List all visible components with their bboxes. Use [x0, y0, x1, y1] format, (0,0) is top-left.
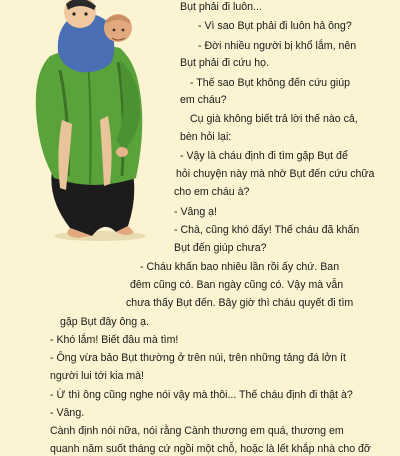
text-line: - Ừ thì ông cũng nghe nói vậy mà thôi... Thế cháu định đi thật à?	[50, 389, 353, 401]
text-line: cho em cháu à?	[174, 186, 250, 198]
text-line: - Cháu khấn bao nhiêu lần rồi ấy chứ. Ban	[140, 261, 340, 273]
text-line: - Vâng.	[50, 407, 85, 419]
text-line: bèn hỏi lại:	[180, 131, 232, 143]
text-line: Cụ già không biết trả lời thế nào cả,	[190, 113, 358, 125]
text-line: - Vậy là cháu định đi tìm gặp Bụt để	[180, 150, 348, 162]
text-line: - Chà, cũng khó đấy! Thế cháu đã khấn	[174, 224, 360, 236]
old-man-carrying-boy-illustration	[0, 0, 200, 300]
text-line: Cành định nói nữa, nói rằng Cành thương em quá, thương em	[50, 425, 344, 437]
text-line: Bụt phải đi luôn...	[180, 1, 262, 13]
text-line: gặp Bụt đây ông ạ.	[60, 316, 149, 328]
text-line: - Vâng ạ!	[174, 206, 217, 218]
text-line: - Đời nhiều người bị khổ lắm, nên	[198, 40, 357, 52]
text-line: quanh năm suốt tháng cứ ngồi một chỗ, hoặc là lết khắp nhà cho đỡ	[50, 443, 371, 455]
text-line: người lui tới kia mà!	[50, 370, 144, 382]
text-line: Bụt phải đi cứu họ.	[180, 57, 269, 69]
text-line: - Khó lắm! Biết đâu mà tìm!	[50, 334, 179, 346]
text-line: - Vì sao Bụt phải đi luôn hả ông?	[198, 20, 352, 32]
text-line: - Thế sao Bụt không đến cứu giúp	[190, 77, 351, 89]
text-line: đêm cũng có. Ban ngày cũng có. Vậy mà vẫn	[130, 279, 344, 291]
text-line: chưa thấy Bụt đến. Bây giờ thì cháu quyết đi tìm	[126, 297, 354, 309]
text-line: hỏi chuyện này mà nhờ Bụt đến cứu chữa	[176, 168, 375, 180]
text-line: Bụt đến giúp chưa?	[174, 242, 267, 254]
text-line: - Ông vừa bảo Bụt thường ở trên núi, trên những tảng đá lởn ít	[50, 352, 346, 364]
text-line: em cháu?	[180, 94, 227, 106]
